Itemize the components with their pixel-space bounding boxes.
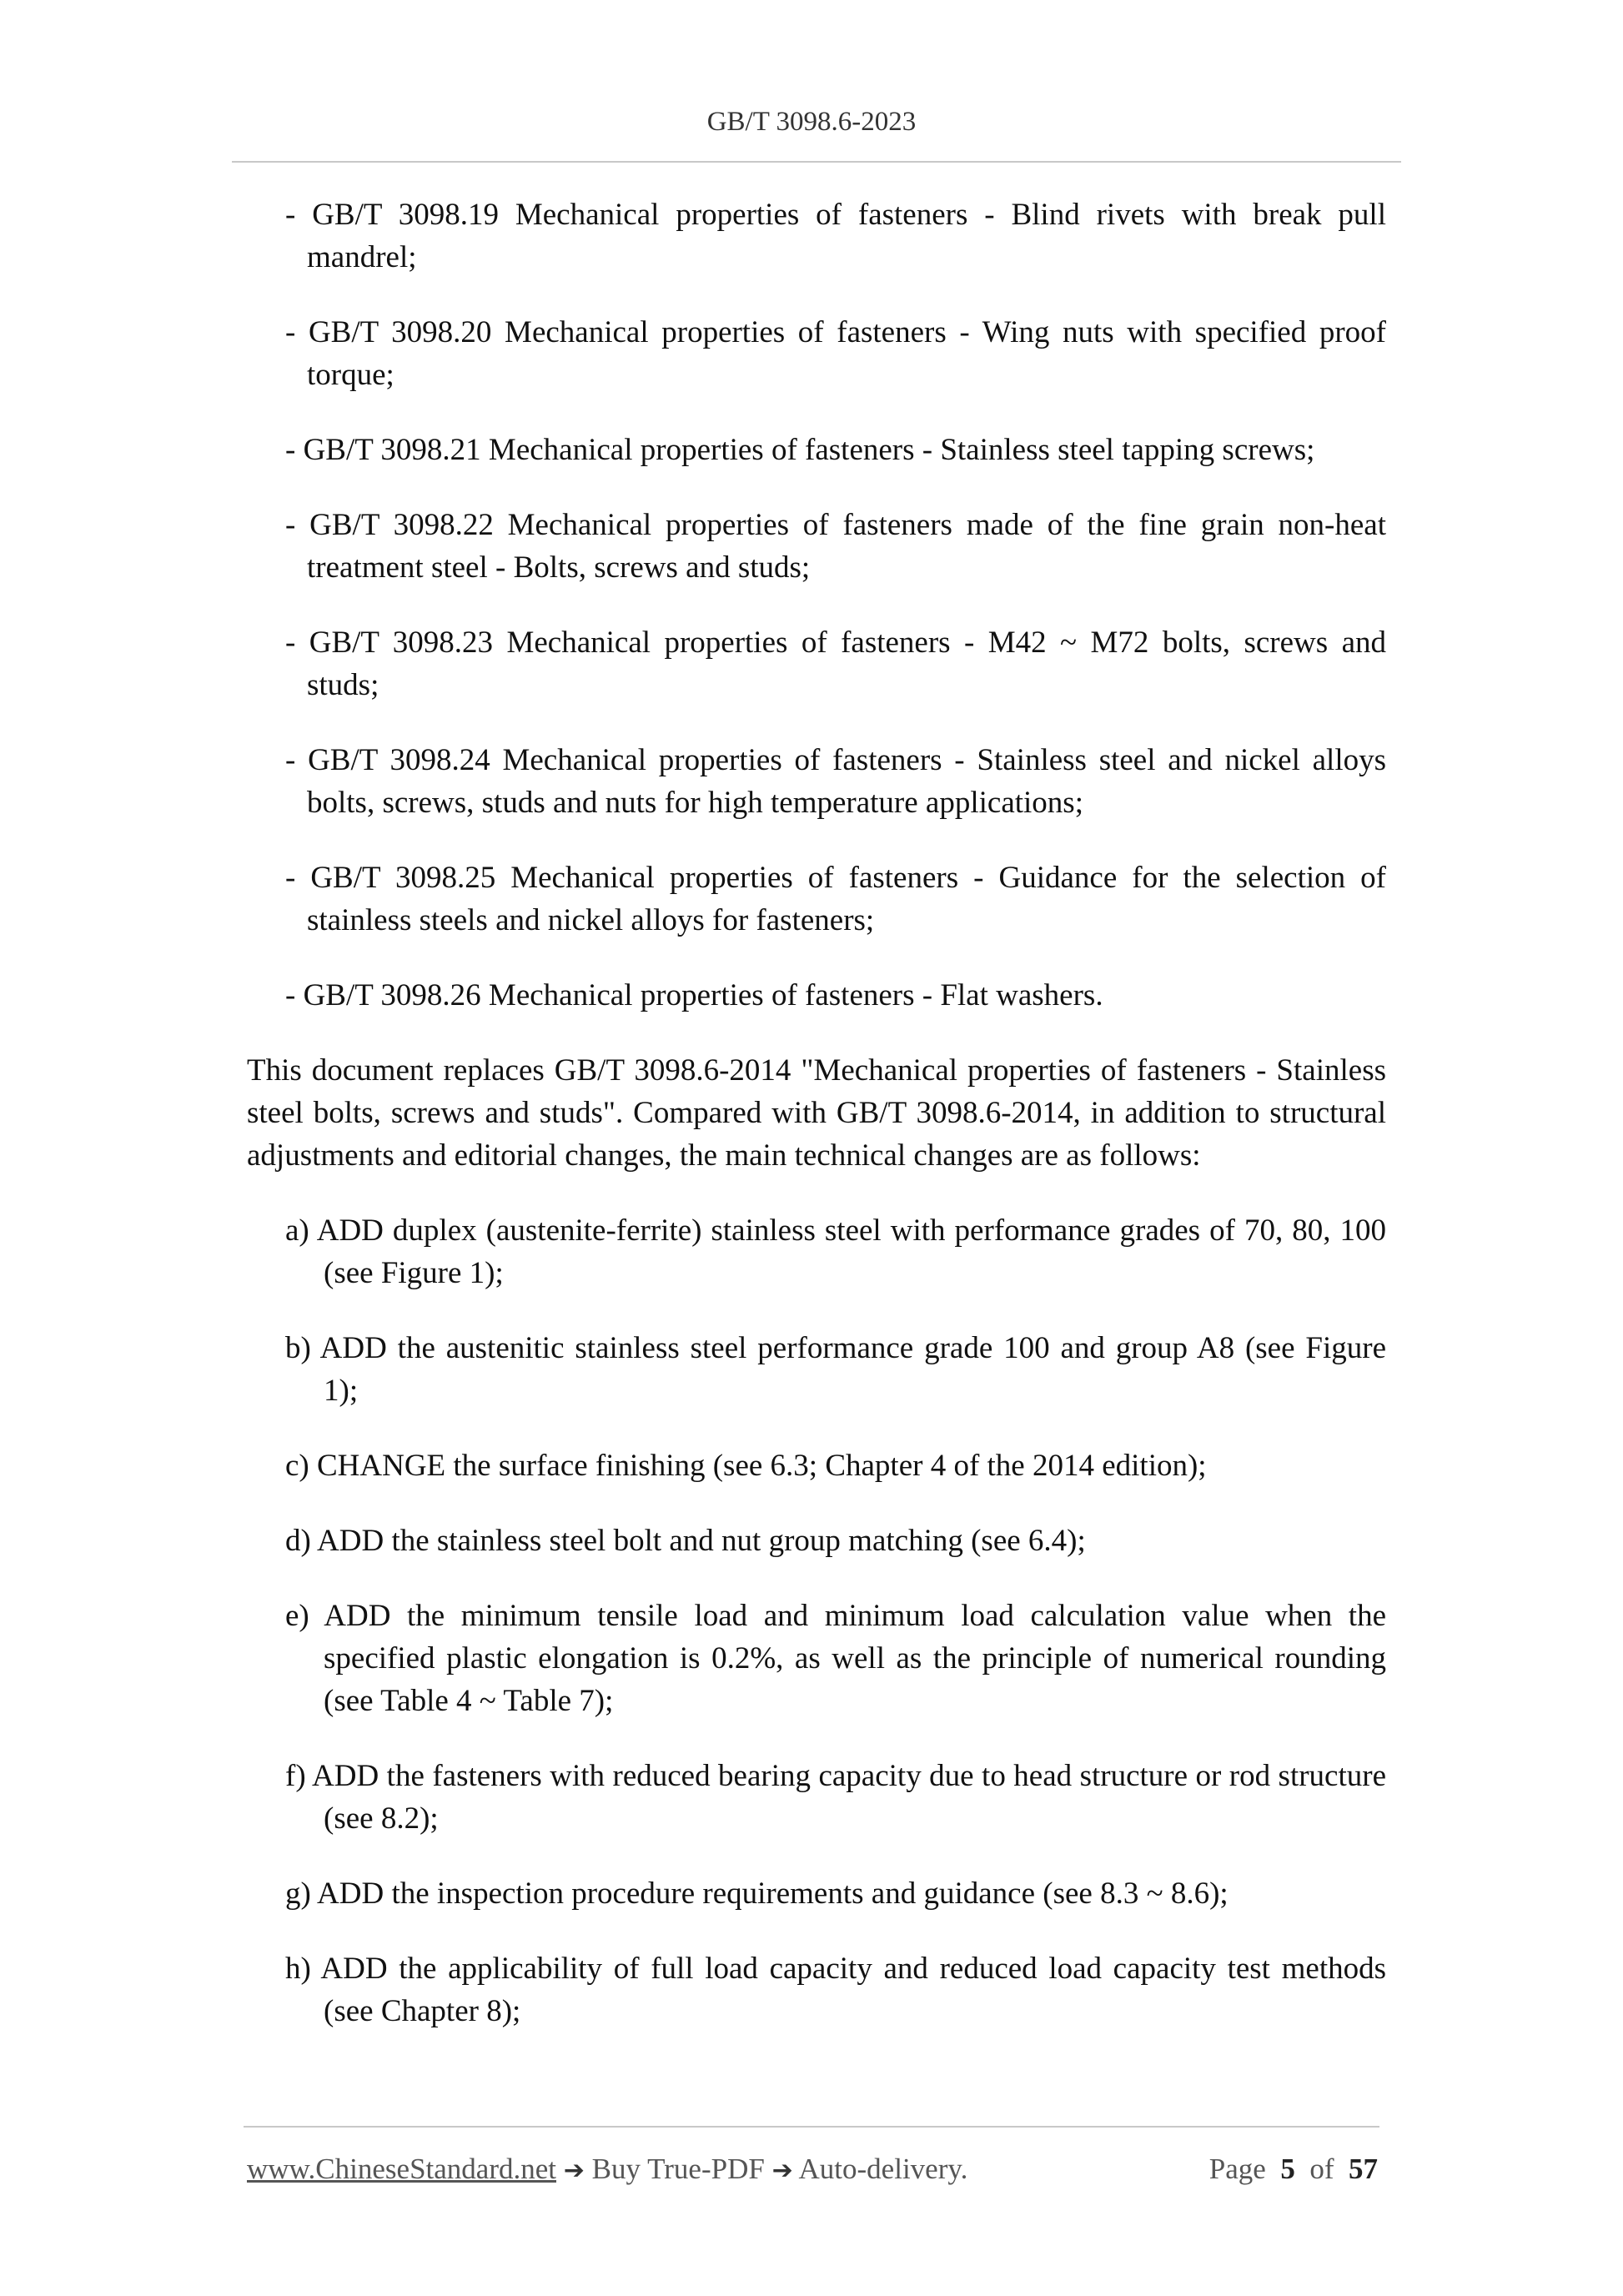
- header-divider: [232, 161, 1401, 163]
- footer-divider: [244, 2126, 1379, 2128]
- list-item: - GB/T 3098.23 Mechanical properties of fasteners - M42 ~ M72 bolts, screws and studs;: [285, 625, 1386, 702]
- page-indicator: [1209, 2153, 1378, 2186]
- list-item: - GB/T 3098.19 Mechanical properties of fasteners - Blind rivets with break pull mandrel;: [285, 198, 1386, 274]
- footer-promo: [247, 2153, 967, 2186]
- list-item: - GB/T 3098.26 Mechanical properties of fasteners - Flat washers.: [285, 978, 1103, 1012]
- page-of: of: [1309, 2153, 1334, 2185]
- page-header: GB/T 3098.6-2023: [706, 107, 917, 137]
- buy-text: Buy True-PDF: [591, 2153, 765, 2185]
- list-item: - GB/T 3098.20 Mechanical properties of fasteners - Wing nuts with specified proof torque;: [285, 315, 1386, 392]
- change-item: g) ADD the inspection procedure requirements and guidance (see 8.3 ~ 8.6);: [285, 1876, 1229, 1911]
- right-arrow-icon: ➔: [771, 2156, 793, 2185]
- current-page: 5: [1280, 2153, 1295, 2185]
- delivery-text: Auto-delivery.: [798, 2153, 968, 2185]
- change-item: d) ADD the stainless steel bolt and nut group matching (see 6.4);: [285, 1524, 1086, 1558]
- list-item: - GB/T 3098.25 Mechanical properties of fasteners - Guidance for the selection of stainless steels and nickel alloys for fasteners;: [285, 861, 1386, 937]
- list-item: - GB/T 3098.22 Mechanical properties of fasteners made of the fine grain non-heat treatment steel - Bolts, screws and studs;: [285, 508, 1386, 585]
- change-item: f) ADD the fasteners with reduced bearing capacity due to head structure or rod structure (see 8.2);: [285, 1759, 1386, 1836]
- change-item: a) ADD duplex (austenite-ferrite) stainless steel with performance grades of 70, 80, 100 (see Figure 1);: [285, 1213, 1386, 1290]
- replacement-paragraph: This document replaces GB/T 3098.6-2014 "Mechanical properties of fasteners - Stainless steel bolts, screws and studs". Compared with GB/T 3098.6-2014, in addition to structural adjustments and editorial changes, the main technical changes are as follows:: [247, 1053, 1386, 1173]
- page-label: Page: [1208, 2153, 1266, 2185]
- list-item: - GB/T 3098.24 Mechanical properties of fasteners - Stainless steel and nickel alloys bolts, screws, studs and nuts for high temperature applications;: [285, 743, 1386, 820]
- parts-list: [247, 193, 1386, 1017]
- right-arrow-icon: ➔: [563, 2156, 585, 2185]
- change-item: h) ADD the applicability of full load capacity and reduced load capacity test methods (see Chapter 8);: [285, 1952, 1386, 2028]
- list-item: - GB/T 3098.21 Mechanical properties of fasteners - Stainless steel tapping screws;: [285, 433, 1315, 467]
- site-link[interactable]: www.ChineseStandard.net: [247, 2153, 556, 2185]
- change-item: b) ADD the austenitic stainless steel performance grade 100 and group A8 (see Figure 1);: [285, 1331, 1386, 1408]
- changes-list: [247, 1209, 1386, 2032]
- change-item: e) ADD the minimum tensile load and minimum load calculation value when the specified plastic elongation is 0.2%, as well as the principle of numerical rounding (see Table 4 ~ Table 7);: [285, 1599, 1386, 1718]
- total-pages: 57: [1349, 2153, 1378, 2185]
- change-item: c) CHANGE the surface finishing (see 6.3; Chapter 4 of the 2014 edition);: [285, 1449, 1207, 1483]
- document-body: [247, 193, 1386, 2065]
